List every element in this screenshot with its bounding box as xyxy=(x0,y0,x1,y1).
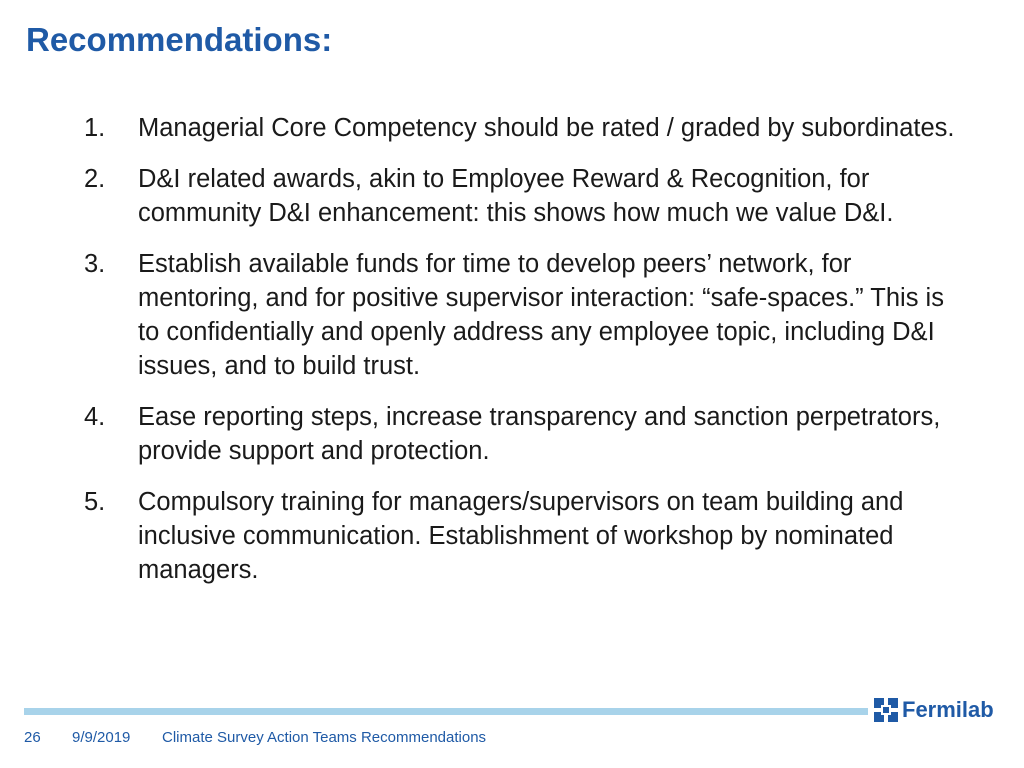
list-item-text: Ease reporting steps, increase transparency and sanction perpetrators, provide support and protection. xyxy=(138,403,941,465)
logo-text: Fermilab xyxy=(902,697,994,722)
list-item-text: Compulsory training for managers/supervisors on team building and inclusive communication. Establishment of workshop by nominated managers. xyxy=(138,488,904,584)
footer-divider-bar xyxy=(24,708,868,715)
footer-caption: Climate Survey Action Teams Recommendations xyxy=(162,729,487,746)
list-item-number: 3. xyxy=(84,250,106,278)
footer-date: 9/9/2019 xyxy=(72,729,131,746)
list-item-number: 5. xyxy=(84,488,106,516)
list-item xyxy=(84,400,964,468)
recommendations-list xyxy=(84,111,964,604)
list-item-number: 4. xyxy=(84,403,106,431)
list-item xyxy=(84,247,964,383)
list-item-text: Managerial Core Competency should be rated / graded by subordinates. xyxy=(138,114,955,142)
fermilab-logo-icon xyxy=(874,698,898,722)
fermilab-logo xyxy=(874,697,994,723)
list-item xyxy=(84,162,964,230)
list-item-number: 1. xyxy=(84,114,106,142)
list-item xyxy=(84,485,964,587)
page-number: 26 xyxy=(24,729,41,746)
list-item-text: Establish available funds for time to develop peers’ network, for mentoring, and for positive supervisor interaction: “safe-spaces.” This is to confidentially and openly address any employee topic, including D&I issues, and to build trust. xyxy=(138,250,944,380)
list-item-text: D&I related awards, akin to Employee Reward & Recognition, for community D&I enhancement: this shows how much we value D&I. xyxy=(138,165,894,227)
list-item xyxy=(84,111,964,145)
slide-title: Recommendations: xyxy=(26,21,333,58)
list-item-number: 2. xyxy=(84,165,106,193)
